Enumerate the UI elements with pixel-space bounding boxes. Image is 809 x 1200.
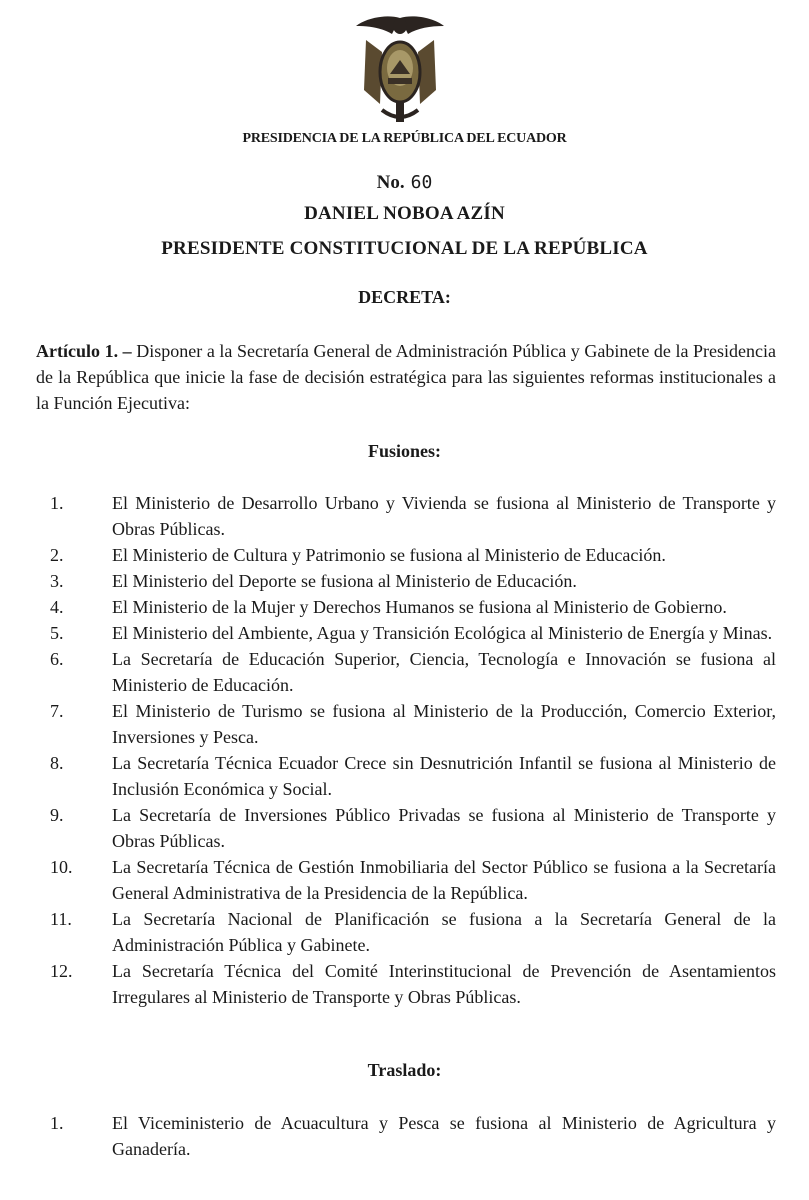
decree-number-line [0, 172, 809, 194]
article-1 [36, 338, 776, 416]
traslado-list [36, 1110, 776, 1162]
list-item: 9. La Secretaría de Inversiones Público Privadas se fusiona al Ministerio de Transporte y Obras Públicas. [50, 805, 776, 851]
article-text: Disponer a la Secretaría General de Administración Pública y Gabinete de la Presidencia de la República que inicie la fase de decisión estratégica para las siguientes reformas institucionales a la Función Ejecutiva: [36, 341, 777, 413]
article-label: Artículo 1. – [36, 341, 132, 361]
list-item: 7. El Ministerio de Turismo se fusiona al Ministerio de la Producción, Comercio Exterior, Inversiones y Pesca. [50, 701, 776, 747]
traslado-heading: Traslado: [367, 1060, 442, 1080]
list-item: 3. El Ministerio del Deporte se fusiona al Ministerio de Educación. [50, 571, 577, 591]
president-title: PRESIDENTE CONSTITUCIONAL DE LA REPÚBLICA [161, 238, 648, 259]
list-item: 6. La Secretaría de Educación Superior, Ciencia, Tecnología e Innovación se fusiona al Ministerio de Educación. [50, 649, 776, 695]
president-name: DANIEL NOBOA AZÍN [304, 203, 505, 224]
list-item: 1. El Viceministerio de Acuacultura y Pesca se fusiona al Ministerio de Agricultura y Ganadería. [50, 1113, 776, 1159]
list-item: 4. El Ministerio de la Mujer y Derechos Humanos se fusiona al Ministerio de Gobierno. [50, 597, 727, 617]
list-item: 8. La Secretaría Técnica Ecuador Crece sin Desnutrición Infantil se fusiona al Ministerio de Inclusión Económica y Social. [50, 753, 776, 799]
ecuador-coat-of-arms-icon [352, 12, 448, 128]
list-item: 2. El Ministerio de Cultura y Patrimonio se fusiona al Ministerio de Educación. [50, 545, 666, 565]
decree-number: 60 [410, 172, 433, 193]
list-item: 5. El Ministerio del Ambiente, Agua y Transición Ecológica al Ministerio de Energía y Minas. [50, 623, 773, 643]
decree-label: No. [376, 172, 405, 193]
fusiones-list [36, 490, 776, 1010]
list-item: 1. El Ministerio de Desarrollo Urbano y Vivienda se fusiona al Ministerio de Transporte y Obras Públicas. [50, 493, 776, 539]
list-item: 10. La Secretaría Técnica de Gestión Inmobiliaria del Sector Público se fusiona a la Secretaría General Administrativa de la Presidencia de la República. [50, 857, 776, 903]
decreta-heading: DECRETA: [358, 287, 451, 307]
institution-name: PRESIDENCIA DE LA REPÚBLICA DEL ECUADOR [242, 131, 567, 146]
list-item: 11. La Secretaría Nacional de Planificación se fusiona a la Secretaría General de la Administración Pública y Gabinete. [50, 909, 776, 955]
list-item: 12. La Secretaría Técnica del Comité Interinstitucional de Prevención de Asentamientos Irregulares al Ministerio de Transporte y Obras Públicas. [50, 961, 776, 1007]
fusiones-heading: Fusiones: [367, 441, 441, 461]
